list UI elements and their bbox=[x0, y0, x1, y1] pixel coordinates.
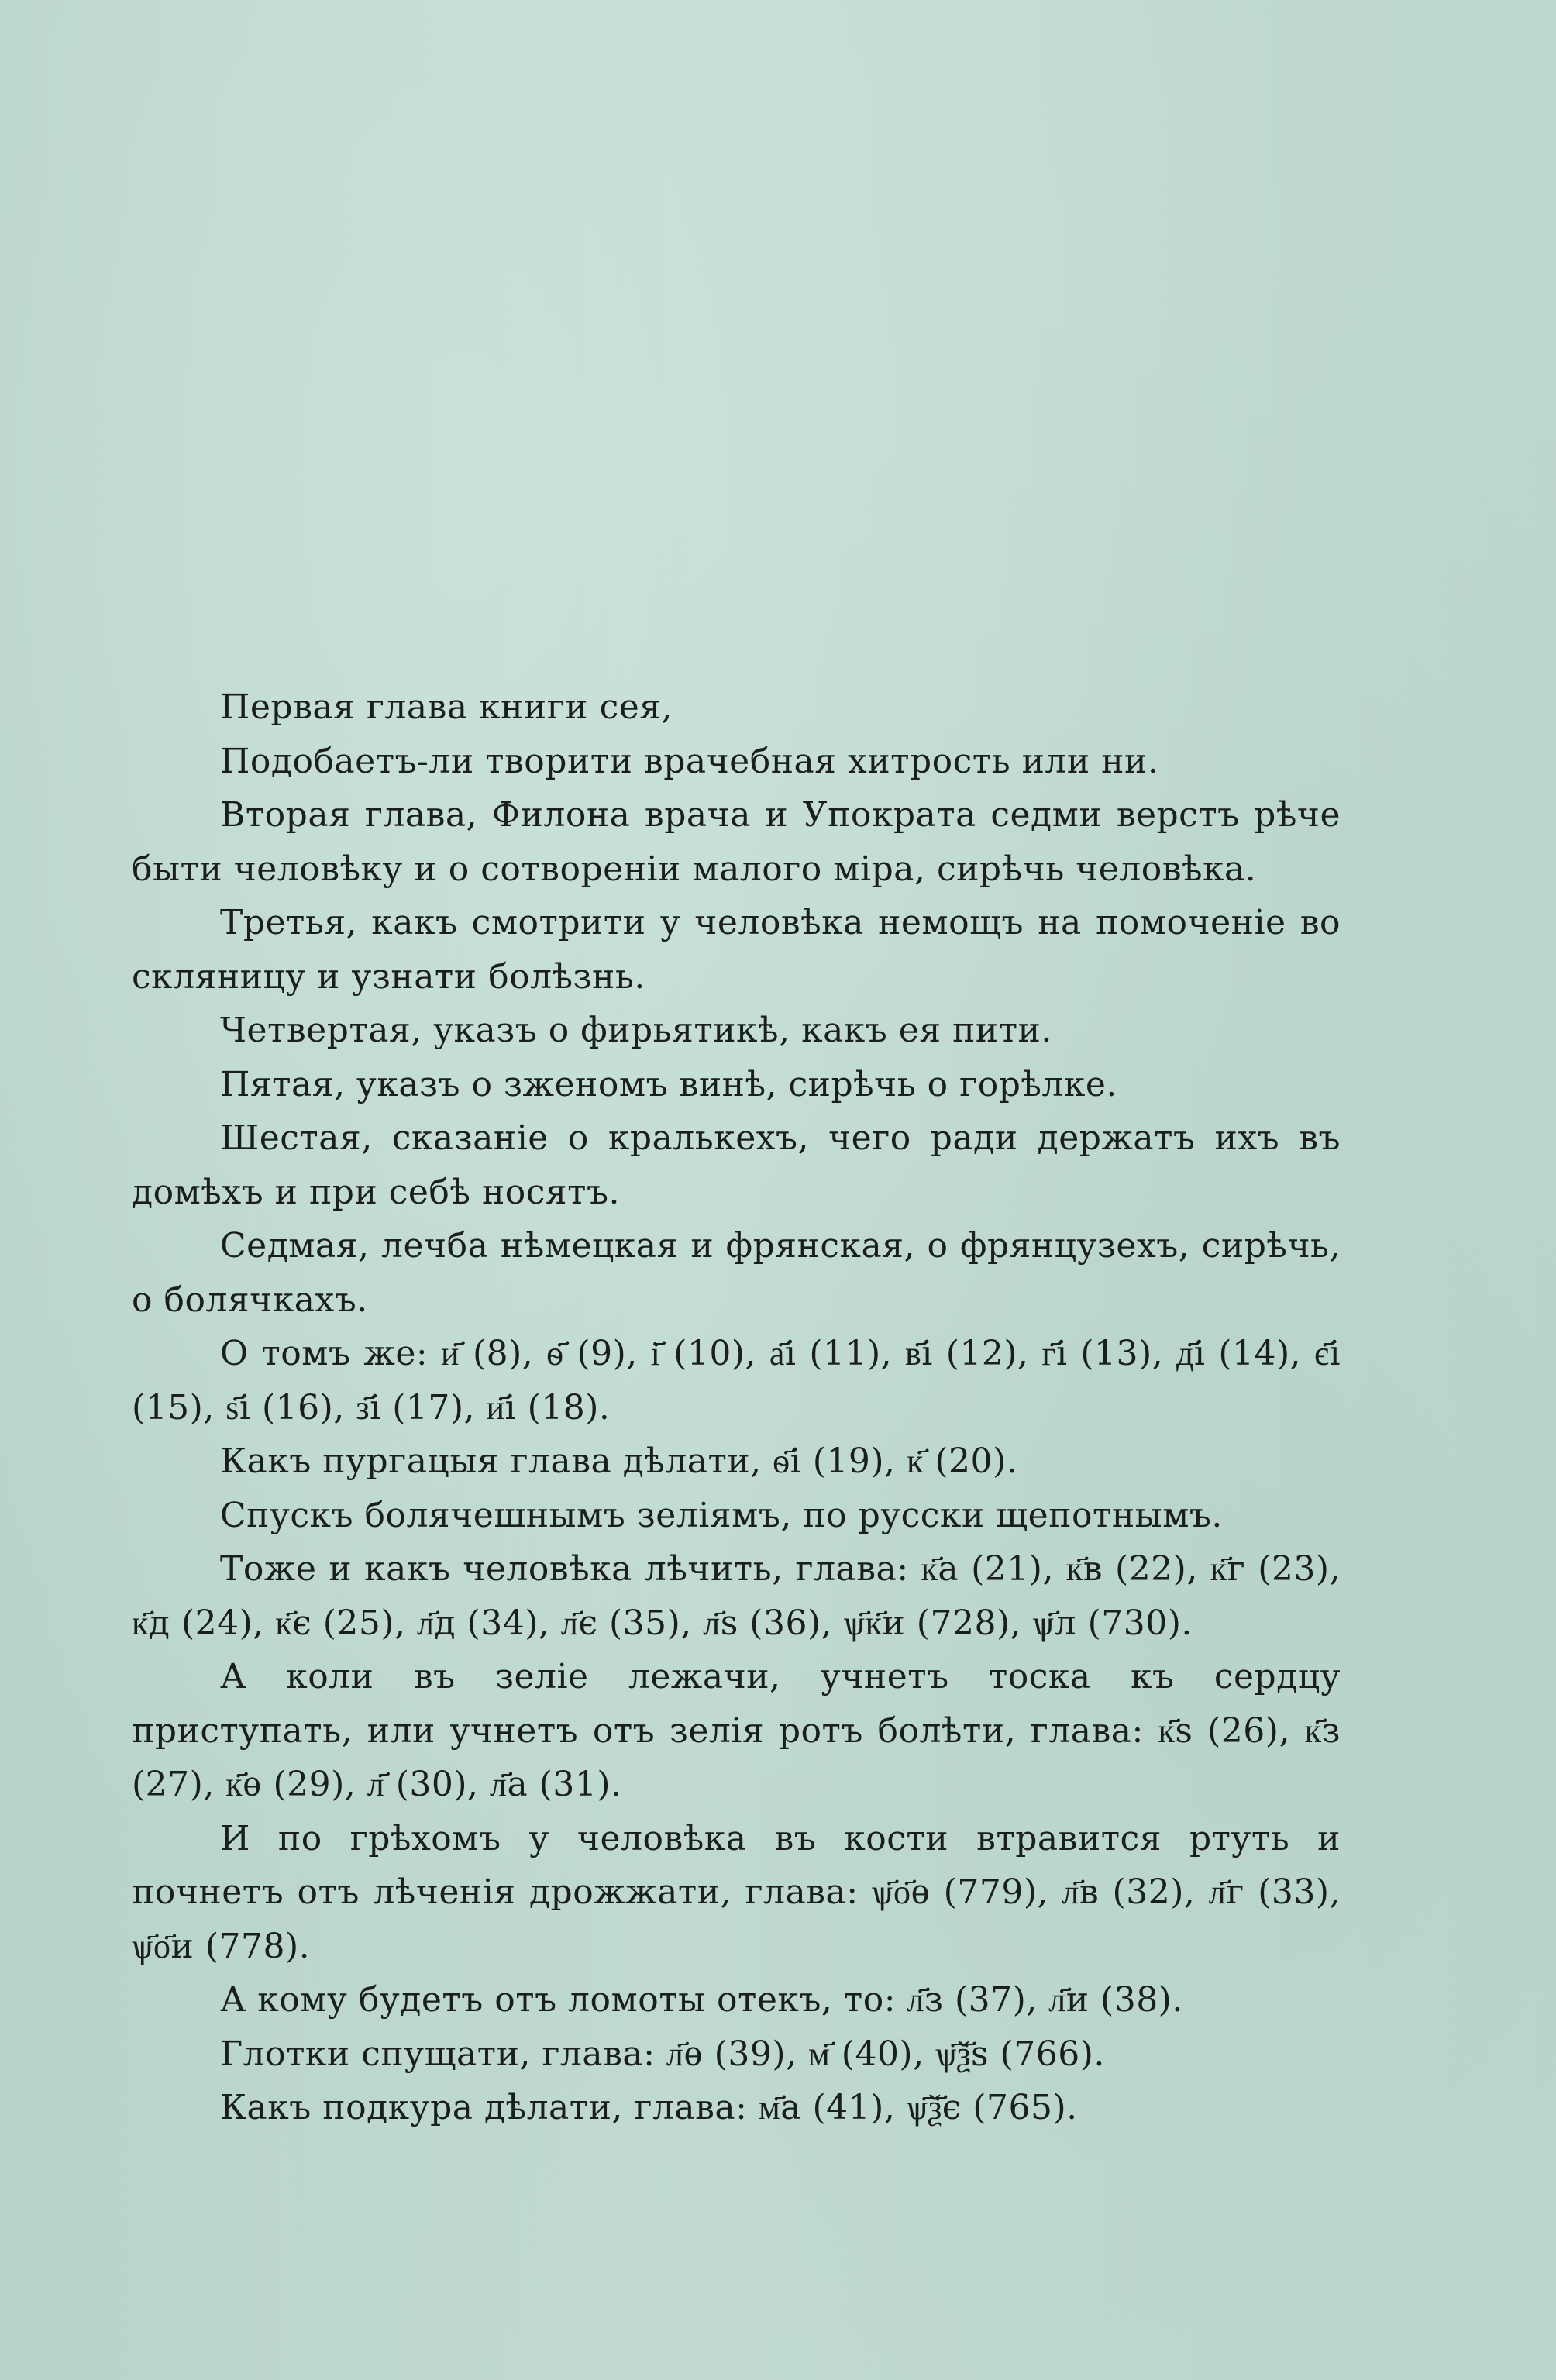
paragraph: Первая глава книги сея, bbox=[220, 687, 673, 727]
paragraph: Спускъ болячешнымъ зеліямъ, по русски щепотнымъ. bbox=[220, 1495, 1223, 1535]
paragraph: Седмая, лечба нѣмецкая и фрянская, о фрянцузехъ, сирѣчь, о болячкахъ. bbox=[132, 1226, 1341, 1320]
paragraph: Тоже и какъ человѣка лѣчить, глава: к҃а (21), к҃в (22), к҃г (23), к҃д (24), к҃є (25), л҃д (34), л҃є (35), л҃ѕ (36), ѱ҃к҃и (728), ѱ҃л (730). bbox=[132, 1549, 1341, 1643]
paragraph: Шестая, сказаніе о кралькехъ, чего ради держатъ ихъ въ домѣхъ и при себѣ носятъ. bbox=[132, 1118, 1341, 1212]
paragraph: О томъ же: и҃ (8), ѳ҃ (9), і҃ (10), а҃і (11), в҃і (12), г҃і (13), д҃і (14), є҃і (15), ѕ҃і (16), з҃і (17), и҃і (18). bbox=[132, 1334, 1341, 1428]
paragraph: Третья, какъ смотрити у человѣка немощъ на помоченіе во скляницу и узнати болѣзнь. bbox=[132, 903, 1341, 997]
paragraph: Подобаетъ-ли творити врачебная хитрость или ни. bbox=[220, 741, 1159, 781]
paragraph: Вторая глава, Филона врача и Упократа седми верстъ рѣче быти человѣку и о сотвореніи малого міра, сирѣчь человѣка. bbox=[132, 795, 1341, 889]
table-of-contents bbox=[132, 680, 1341, 2135]
paragraph: Какъ подкура дѣлати, глава: м҃а (41), ѱ҃ѯ҃є (765). bbox=[220, 2088, 1078, 2127]
paragraph: Четвертая, указъ о фирьятикѣ, какъ ея пити. bbox=[220, 1011, 1052, 1050]
paragraph: А коли въ зеліе лежачи, учнетъ тоска къ сердцу приступать, или учнетъ отъ зелія ротъ болѣти, глава: к҃ѕ (26), к҃з (27), к҃ѳ (29), л҃ (30), л҃а (31). bbox=[132, 1657, 1341, 1804]
paragraph: А кому будетъ отъ ломоты отекъ, то: л҃з (37), л҃и (38). bbox=[220, 1980, 1183, 2020]
paragraph: Какъ пургацыя глава дѣлати, ѳ҃і (19), к҃ (20). bbox=[220, 1441, 1018, 1481]
paragraph: И по грѣхомъ у человѣка въ кости втравится ртуть и почнетъ отъ лѣченія дрожжати, глава: ѱ҃о҃ѳ (779), л҃в (32), л҃г (33), ѱ҃о҃и (778). bbox=[132, 1818, 1341, 1966]
paragraph: Пятая, указъ о зженомъ винѣ, сирѣчь о горѣлке. bbox=[220, 1064, 1117, 1104]
paragraph: Глотки спущати, глава: л҃ѳ (39), м҃ (40), ѱ҃ѯ҃ѕ (766). bbox=[220, 2034, 1105, 2074]
